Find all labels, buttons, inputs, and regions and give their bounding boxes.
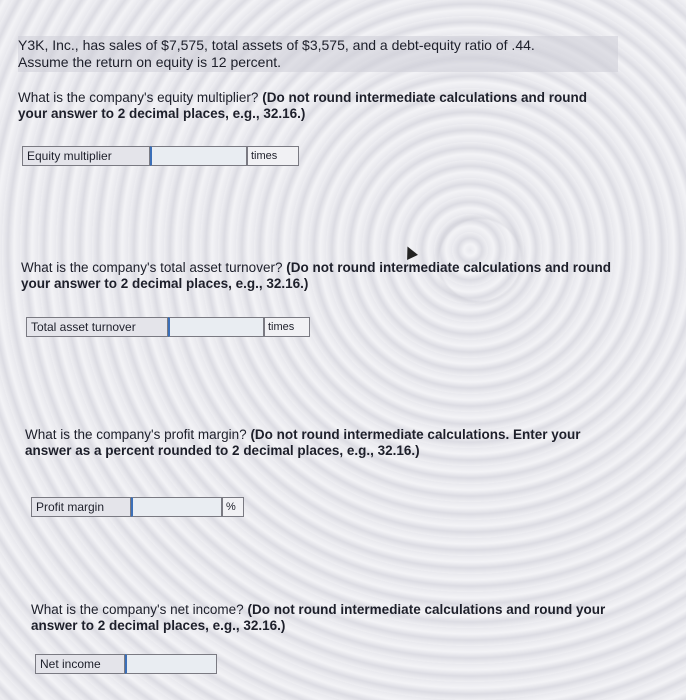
problem-statement	[18, 36, 618, 72]
profit-margin-unit: %	[222, 497, 244, 517]
question-text: What is the company's profit margin?	[25, 427, 247, 442]
question-text: What is the company's total asset turnover?	[21, 260, 283, 275]
net-income-label: Net income	[35, 654, 125, 674]
question-instructions: (Do not round intermediate calculations and round your answer to 2 decimal places, e.g., 32.16.)	[18, 90, 587, 121]
total-asset-turnover-input[interactable]	[168, 317, 264, 337]
question-instructions: (Do not round intermediate calculations. Enter your answer as a percent rounded to 2 decimal places, e.g., 32.16.)	[25, 427, 581, 458]
problem-line-2: Assume the return on equity is 12 percent.	[18, 54, 282, 70]
equity-multiplier-input[interactable]	[150, 146, 247, 166]
net-income-input[interactable]	[125, 654, 217, 674]
question-equity-multiplier	[18, 90, 618, 122]
problem-line-1: Y3K, Inc., has sales of $7,575, total assets of $3,575, and a debt-equity ratio of .44.	[18, 37, 535, 53]
profit-margin-row	[31, 497, 244, 517]
equity-multiplier-row	[22, 146, 299, 166]
total-asset-turnover-row	[26, 317, 310, 337]
net-income-row	[35, 654, 217, 674]
question-instructions: (Do not round intermediate calculations and round your answer to 2 decimal places, e.g., 32.16.)	[21, 260, 611, 291]
equity-multiplier-unit: times	[247, 146, 299, 166]
profit-margin-label: Profit margin	[31, 497, 131, 517]
question-text: What is the company's equity multiplier?	[18, 90, 259, 105]
question-text: What is the company's net income?	[31, 602, 244, 617]
total-asset-turnover-unit: times	[264, 317, 310, 337]
question-total-asset-turnover	[21, 260, 611, 292]
question-net-income	[31, 602, 621, 634]
equity-multiplier-label: Equity multiplier	[22, 146, 150, 166]
total-asset-turnover-label: Total asset turnover	[26, 317, 168, 337]
question-profit-margin	[25, 427, 615, 459]
mouse-cursor-icon	[402, 244, 418, 260]
profit-margin-input[interactable]	[131, 497, 222, 517]
question-instructions: (Do not round intermediate calculations and round your answer to 2 decimal places, e.g., 32.16.)	[31, 602, 606, 633]
